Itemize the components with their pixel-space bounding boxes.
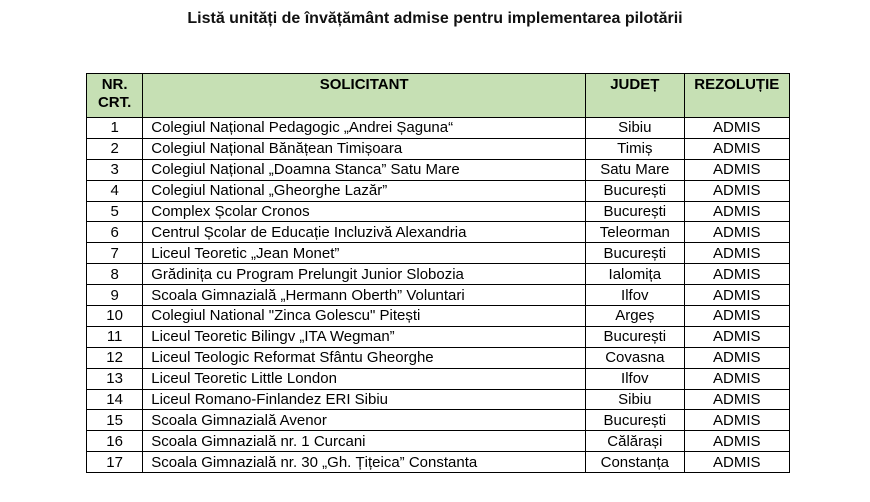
cell-rezolutie: ADMIS xyxy=(684,222,789,243)
cell-judet: București xyxy=(586,201,684,222)
table-row xyxy=(87,347,790,368)
cell-solicitant: Colegiul National „Gheorghe Lazăr” xyxy=(143,180,586,201)
header-rezolutie: REZOLUȚIE xyxy=(684,74,789,118)
cell-nr: 3 xyxy=(87,159,143,180)
table-row xyxy=(87,368,790,389)
table-row xyxy=(87,201,790,222)
cell-judet: Constanța xyxy=(586,452,684,473)
cell-solicitant: Colegiul Național Bănățean Timișoara xyxy=(143,138,586,159)
table-row xyxy=(87,431,790,452)
header-judet: JUDEȚ xyxy=(586,74,684,118)
cell-nr: 17 xyxy=(87,452,143,473)
cell-solicitant: Liceul Teoretic Little London xyxy=(143,368,586,389)
table-row xyxy=(87,118,790,139)
table-header-row xyxy=(87,74,790,118)
table-row xyxy=(87,180,790,201)
cell-nr: 5 xyxy=(87,201,143,222)
cell-solicitant: Scoala Gimnazială nr. 30 „Gh. Țițeica” Constanta xyxy=(143,452,586,473)
cell-rezolutie: ADMIS xyxy=(684,159,789,180)
cell-judet: Ilfov xyxy=(586,285,684,306)
cell-rezolutie: ADMIS xyxy=(684,431,789,452)
cell-rezolutie: ADMIS xyxy=(684,118,789,139)
cell-rezolutie: ADMIS xyxy=(684,264,789,285)
cell-rezolutie: ADMIS xyxy=(684,410,789,431)
table-row xyxy=(87,452,790,473)
cell-rezolutie: ADMIS xyxy=(684,285,789,306)
cell-nr: 7 xyxy=(87,243,143,264)
cell-judet: Covasna xyxy=(586,347,684,368)
table-row xyxy=(87,243,790,264)
cell-solicitant: Liceul Romano-Finlandez ERI Sibiu xyxy=(143,389,586,410)
cell-solicitant: Liceul Teologic Reformat Sfântu Gheorghe xyxy=(143,347,586,368)
cell-judet: Teleorman xyxy=(586,222,684,243)
cell-nr: 9 xyxy=(87,285,143,306)
cell-nr: 16 xyxy=(87,431,143,452)
table-row xyxy=(87,410,790,431)
cell-nr: 2 xyxy=(87,138,143,159)
cell-rezolutie: ADMIS xyxy=(684,326,789,347)
cell-judet: București xyxy=(586,243,684,264)
table-row xyxy=(87,138,790,159)
cell-nr: 13 xyxy=(87,368,143,389)
cell-rezolutie: ADMIS xyxy=(684,347,789,368)
cell-judet: București xyxy=(586,410,684,431)
cell-rezolutie: ADMIS xyxy=(684,452,789,473)
cell-judet: Sibiu xyxy=(586,389,684,410)
cell-solicitant: Centrul Școlar de Educație Incluzivă Alexandria xyxy=(143,222,586,243)
cell-rezolutie: ADMIS xyxy=(684,138,789,159)
cell-rezolutie: ADMIS xyxy=(684,243,789,264)
cell-solicitant: Colegiul Național „Doamna Stanca” Satu Mare xyxy=(143,159,586,180)
table-row xyxy=(87,222,790,243)
cell-judet: Sibiu xyxy=(586,118,684,139)
cell-judet: Satu Mare xyxy=(586,159,684,180)
cell-nr: 15 xyxy=(87,410,143,431)
cell-judet: București xyxy=(586,326,684,347)
cell-judet: Ialomița xyxy=(586,264,684,285)
cell-judet: București xyxy=(586,180,684,201)
table-row xyxy=(87,264,790,285)
cell-rezolutie: ADMIS xyxy=(684,306,789,327)
cell-solicitant: Colegiul Național Pedagogic „Andrei Șaguna“ xyxy=(143,118,586,139)
page-title: Listă unități de învățământ admise pentru implementarea pilotării xyxy=(187,10,683,27)
header-solicitant: SOLICITANT xyxy=(143,74,586,118)
cell-solicitant: Complex Școlar Cronos xyxy=(143,201,586,222)
cell-solicitant: Liceul Teoretic „Jean Monet” xyxy=(143,243,586,264)
admitted-units-table xyxy=(86,73,790,473)
cell-rezolutie: ADMIS xyxy=(684,180,789,201)
cell-nr: 1 xyxy=(87,118,143,139)
cell-solicitant: Scoala Gimnazială Avenor xyxy=(143,410,586,431)
cell-nr: 8 xyxy=(87,264,143,285)
cell-solicitant: Grădinița cu Program Prelungit Junior Slobozia xyxy=(143,264,586,285)
table-row xyxy=(87,159,790,180)
cell-solicitant: Scoala Gimnazială nr. 1 Curcani xyxy=(143,431,586,452)
table-row xyxy=(87,326,790,347)
table-row xyxy=(87,306,790,327)
cell-nr: 14 xyxy=(87,389,143,410)
cell-rezolutie: ADMIS xyxy=(684,389,789,410)
cell-nr: 12 xyxy=(87,347,143,368)
header-nr-crt xyxy=(87,74,143,118)
header-nr-line1: NR. xyxy=(101,76,128,93)
table-row xyxy=(87,285,790,306)
cell-rezolutie: ADMIS xyxy=(684,201,789,222)
cell-solicitant: Liceul Teoretic Bilingv „ITA Wegman” xyxy=(143,326,586,347)
header-nr-line2: CRT. xyxy=(97,94,132,111)
cell-judet: Ilfov xyxy=(586,368,684,389)
cell-nr: 4 xyxy=(87,180,143,201)
cell-nr: 6 xyxy=(87,222,143,243)
table-row xyxy=(87,389,790,410)
cell-solicitant: Scoala Gimnazială „Hermann Oberth” Voluntari xyxy=(143,285,586,306)
cell-nr: 10 xyxy=(87,306,143,327)
cell-rezolutie: ADMIS xyxy=(684,368,789,389)
cell-judet: Argeș xyxy=(586,306,684,327)
cell-solicitant: Colegiul National "Zinca Golescu" Pitești xyxy=(143,306,586,327)
cell-nr: 11 xyxy=(87,326,143,347)
cell-judet: Călărași xyxy=(586,431,684,452)
cell-judet: Timiș xyxy=(586,138,684,159)
